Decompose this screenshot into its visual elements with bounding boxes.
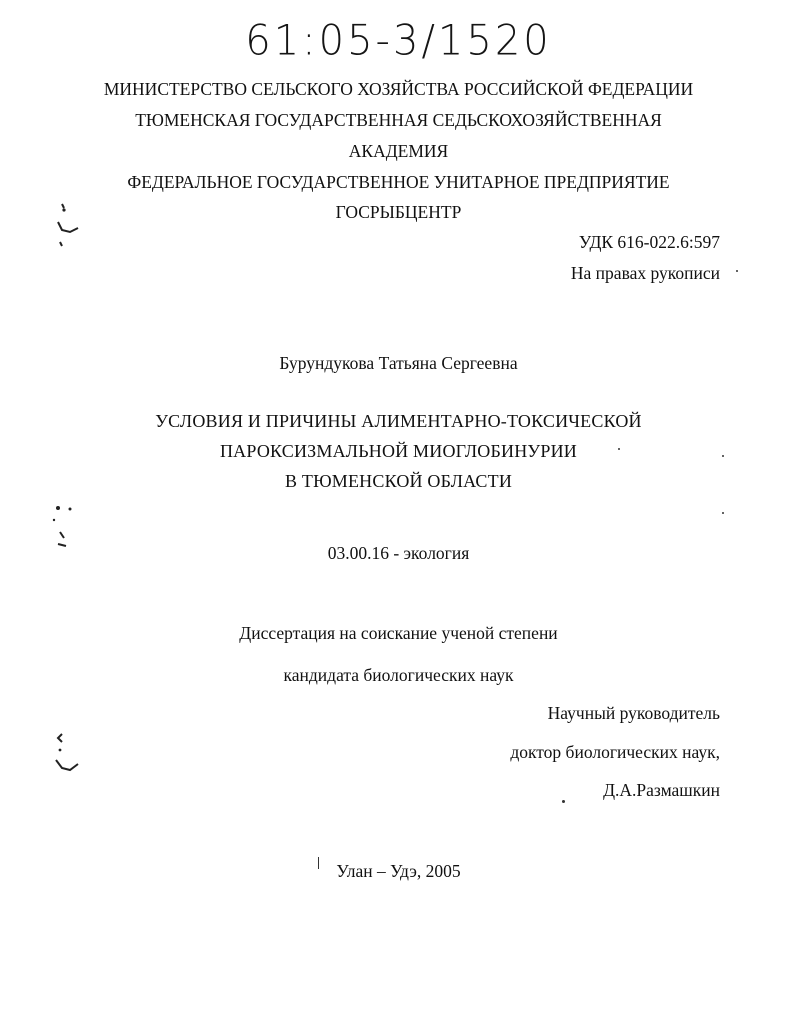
scan-speck <box>318 857 319 869</box>
scan-margin-mark-bottom <box>50 730 84 780</box>
author-name: Бурундукова Татьяна Сергеевна <box>279 353 518 373</box>
header-academy-line2: АКАДЕМИЯ <box>348 141 449 161</box>
place-and-year: Улан – Удэ, 2005 <box>336 861 461 881</box>
manuscript-rights: На правах рукописи <box>570 263 720 283</box>
header-academy-line1: ТЮМЕНСКАЯ ГОСУДАРСТВЕННАЯ СЕДЬСКОХОЗЯЙСТВЕННАЯ <box>135 110 662 130</box>
header-ministry: МИНИСТЕРСТВО СЕЛЬСКОГО ХОЗЯЙСТВА РОССИЙСКОЙ ФЕДЕРАЦИИ <box>103 79 694 99</box>
dissertation-degree-line2: кандидата биологических наук <box>283 665 514 685</box>
dissertation-degree-line1: Диссертация на соискание ученой степени <box>239 623 558 643</box>
title-line-2: ПАРОКСИЗМАЛЬНОЙ МИОГЛОБИНУРИИ <box>219 441 577 461</box>
supervisor-degree: доктор биологических наук, <box>510 742 720 762</box>
header-enterprise: ФЕДЕРАЛЬНОЕ ГОСУДАРСТВЕННОЕ УНИТАРНОЕ ПРЕДПРИЯТИЕ <box>127 172 670 192</box>
scan-margin-mark-middle <box>50 500 84 556</box>
header-gosrybcenter: ГОСРЫБЦЕНТР <box>335 202 462 222</box>
scan-speck <box>722 455 724 457</box>
scan-margin-mark-top <box>52 200 82 250</box>
supervisor-role: Научный руководитель <box>547 703 720 723</box>
title-line-3: В ТЮМЕНСКОЙ ОБЛАСТИ <box>284 471 513 491</box>
scan-speck <box>618 448 620 450</box>
title-line-1: УСЛОВИЯ И ПРИЧИНЫ АЛИМЕНТАРНО-ТОКСИЧЕСКОЙ <box>155 411 642 431</box>
handwritten-archive-code: 61:05-3/1520 <box>245 16 552 66</box>
specialty-code: 03.00.16 - экология <box>327 543 470 563</box>
scan-speck <box>562 800 565 803</box>
scan-speck <box>736 270 738 272</box>
scan-speck <box>722 512 724 514</box>
supervisor-name: Д.А.Размашкин <box>603 780 720 800</box>
udk-code: УДК 616-022.6:597 <box>578 232 720 252</box>
